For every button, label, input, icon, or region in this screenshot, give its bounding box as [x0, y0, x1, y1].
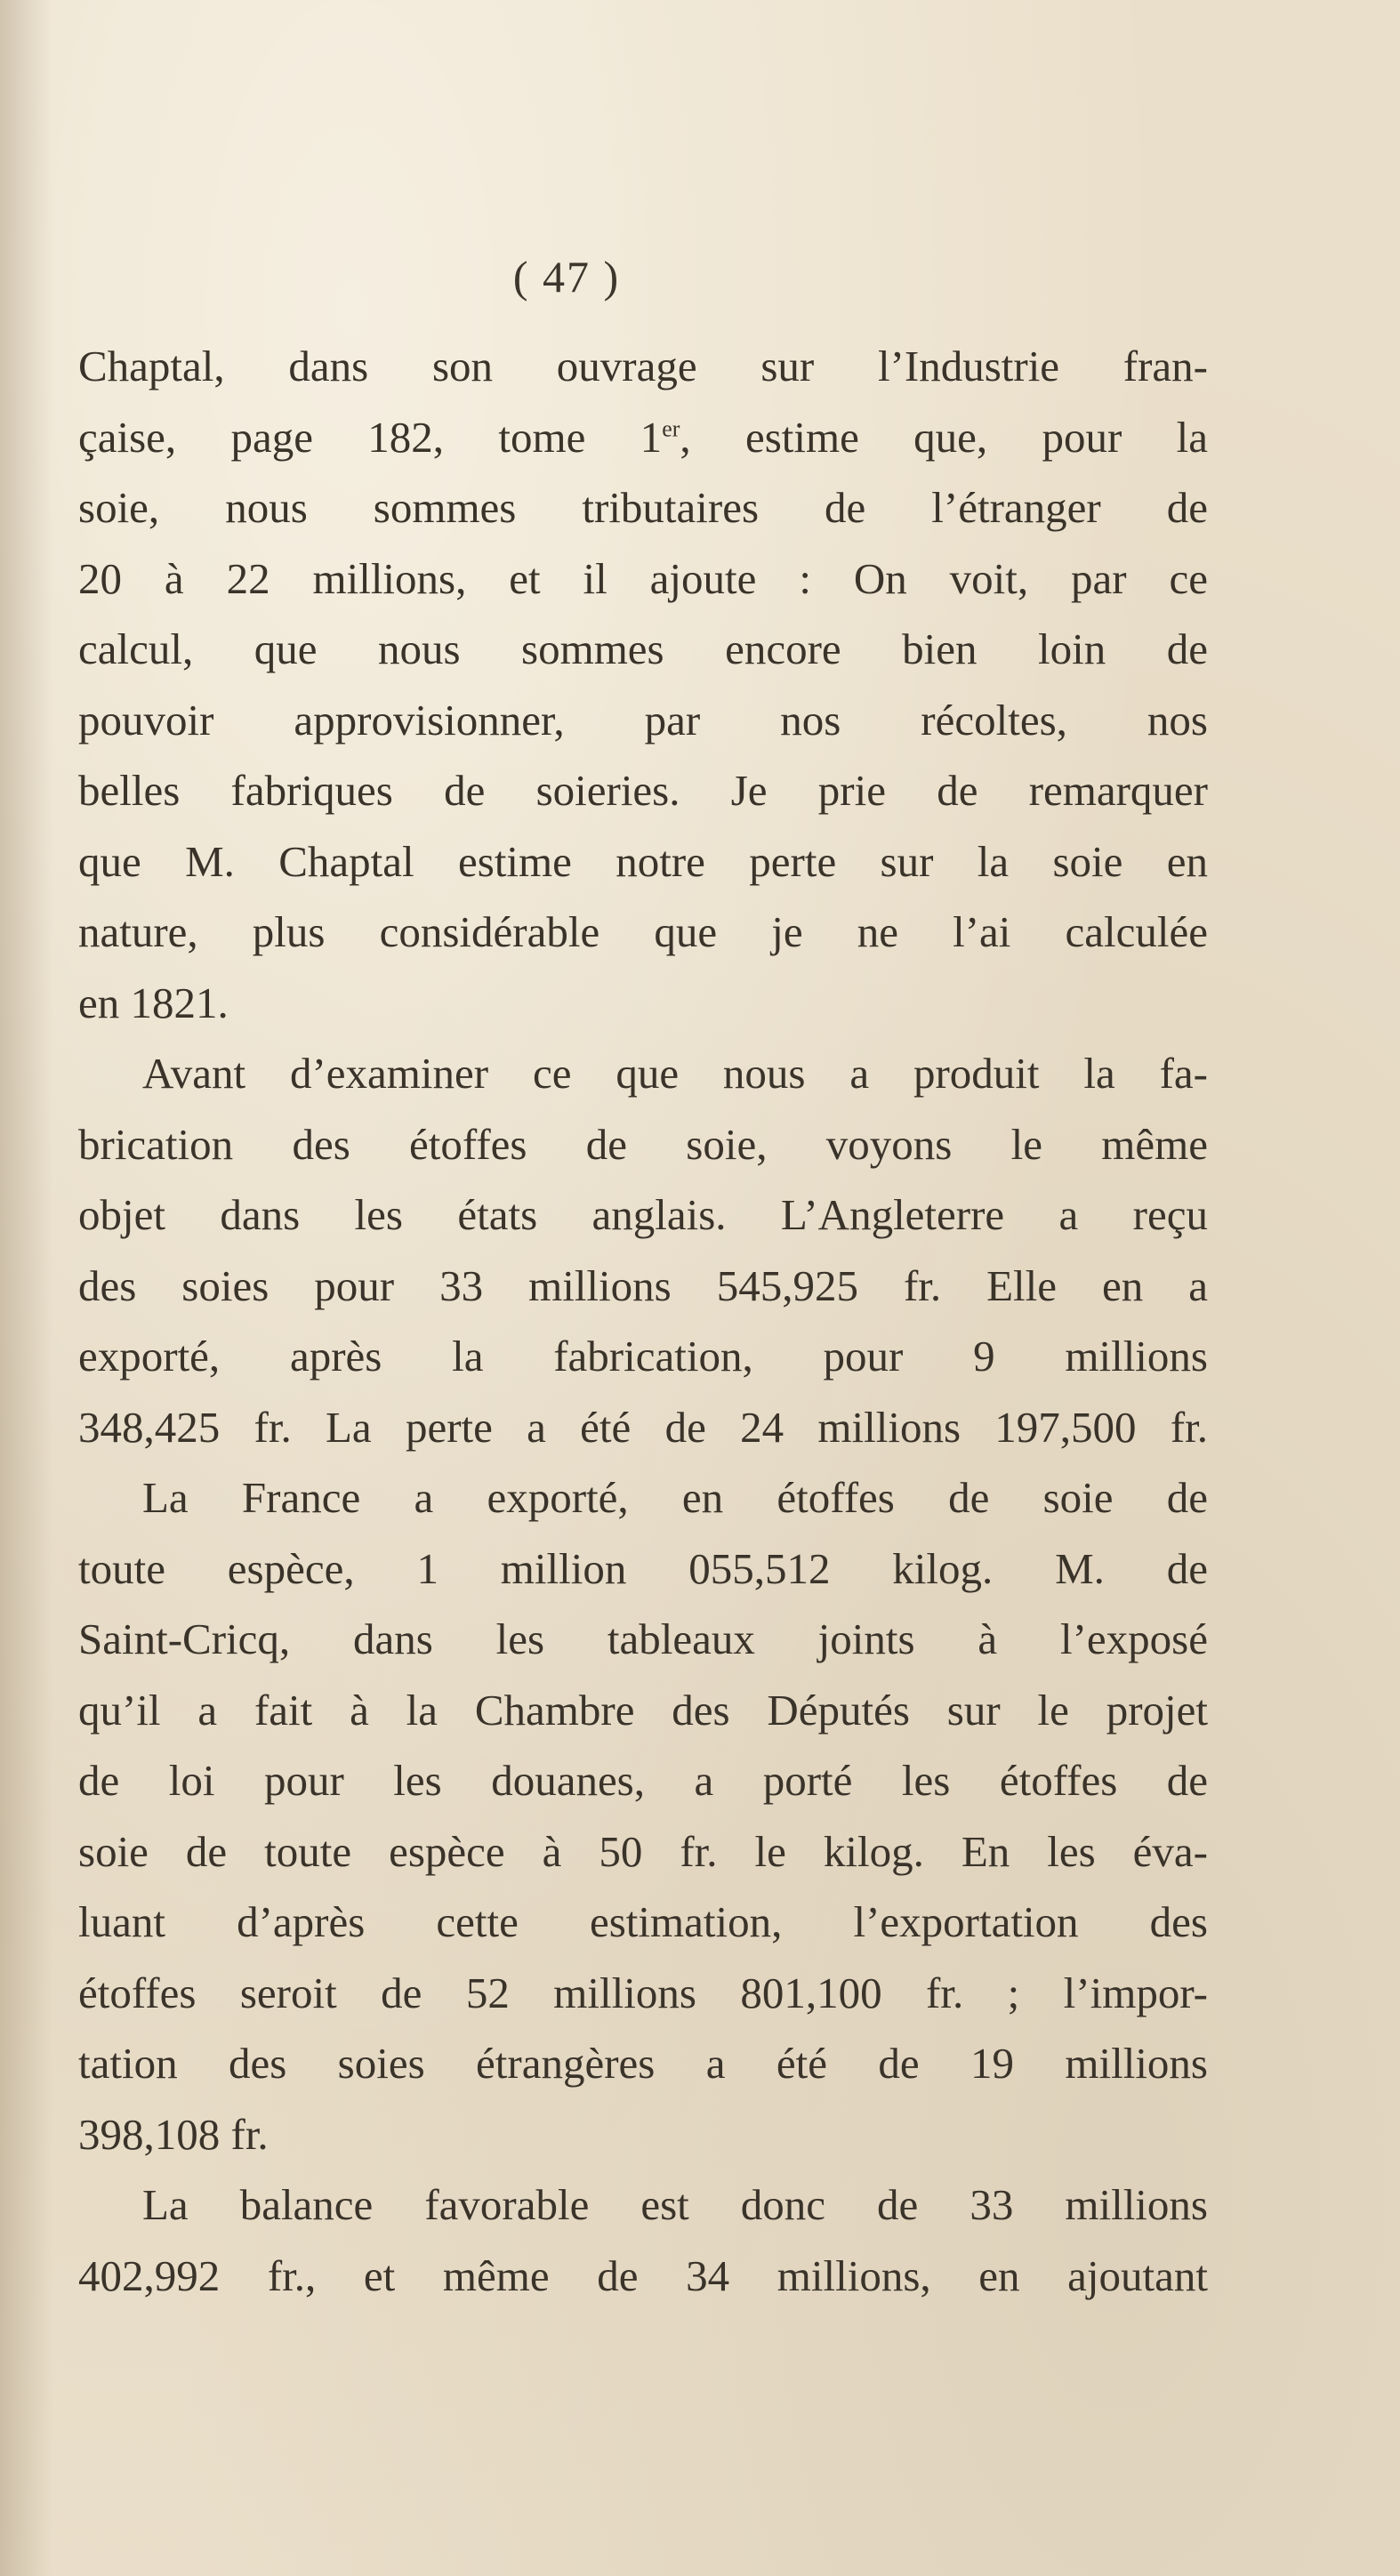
text-line: toute espèce, 1 million 055,512 kilog. M. de [78, 1543, 1208, 1593]
text-line: belles fabriques de soieries. Je prie de remarquer [78, 766, 1208, 815]
text-line: étoffes seroit de 52 millions 801,100 fr. ; l’impor- [78, 1968, 1208, 2017]
text-fragment: çaise, page 182, tome 1 [78, 412, 663, 462]
text-line: en 1821. [78, 978, 229, 1027]
text-line: Chaptal, dans son ouvrage sur l’Industrie fran- [78, 342, 1208, 390]
text-line: Avant d’examiner ce que nous a produit la fa- [142, 1049, 1208, 1098]
text-line: 398,108 fr. [78, 2109, 269, 2159]
text-line: La balance favorable est donc de 33 millions [142, 2180, 1208, 2229]
text-line: nature, plus considérable que je ne l’ai calculée [78, 907, 1208, 956]
page-number: ( 47 ) [512, 252, 621, 302]
text-line: 402,992 fr., et même de 34 millions, en ajoutant [78, 2250, 1208, 2300]
body-text [78, 331, 1208, 2311]
text-line: qu’il a fait à la Chambre des Députés sur le projet [78, 1685, 1208, 1735]
text-line: soie de toute espèce à 50 fr. le kilog. En les éva- [78, 1826, 1208, 1876]
spine-shadow [0, 0, 53, 2576]
text-line: que M. Chaptal estime notre perte sur la soie en [78, 836, 1208, 886]
text-line: 348,425 fr. La perte a été de 24 millions 197,500 fr. [78, 1402, 1208, 1452]
text-line: de loi pour les douanes, a porté les étoffes de [78, 1756, 1208, 1805]
text-line: Saint-Cricq, dans les tableaux joints à l’exposé [78, 1614, 1208, 1663]
text-line: tation des soies étrangères a été de 19 millions [78, 2039, 1208, 2088]
text-line: pouvoir approvisionner, par nos récoltes, nos [78, 695, 1208, 745]
text-line: objet dans les états anglais. L’Angleterre a reçu [78, 1190, 1208, 1239]
text-line: exporté, après la fabrication, pour 9 millions [78, 1332, 1208, 1381]
text-line: calcul, que nous sommes encore bien loin de [78, 624, 1208, 673]
text-line: La France a exporté, en étoffes de soie de [142, 1473, 1208, 1522]
text-line: brication des étoffes de soie, voyons le même [78, 1119, 1208, 1169]
text-line: soie, nous sommes tributaires de l’étranger de [78, 483, 1208, 532]
text-line: 20 à 22 millions, et il ajoute : On voit, par ce [78, 553, 1208, 603]
text-line: luant d’après cette estimation, l’exportation des [78, 1897, 1208, 1946]
text-line [78, 402, 1208, 473]
text-line: des soies pour 33 millions 545,925 fr. Elle en a [78, 1260, 1208, 1310]
superscript: er [662, 415, 680, 442]
text-fragment: , estime que, pour la [680, 412, 1208, 462]
